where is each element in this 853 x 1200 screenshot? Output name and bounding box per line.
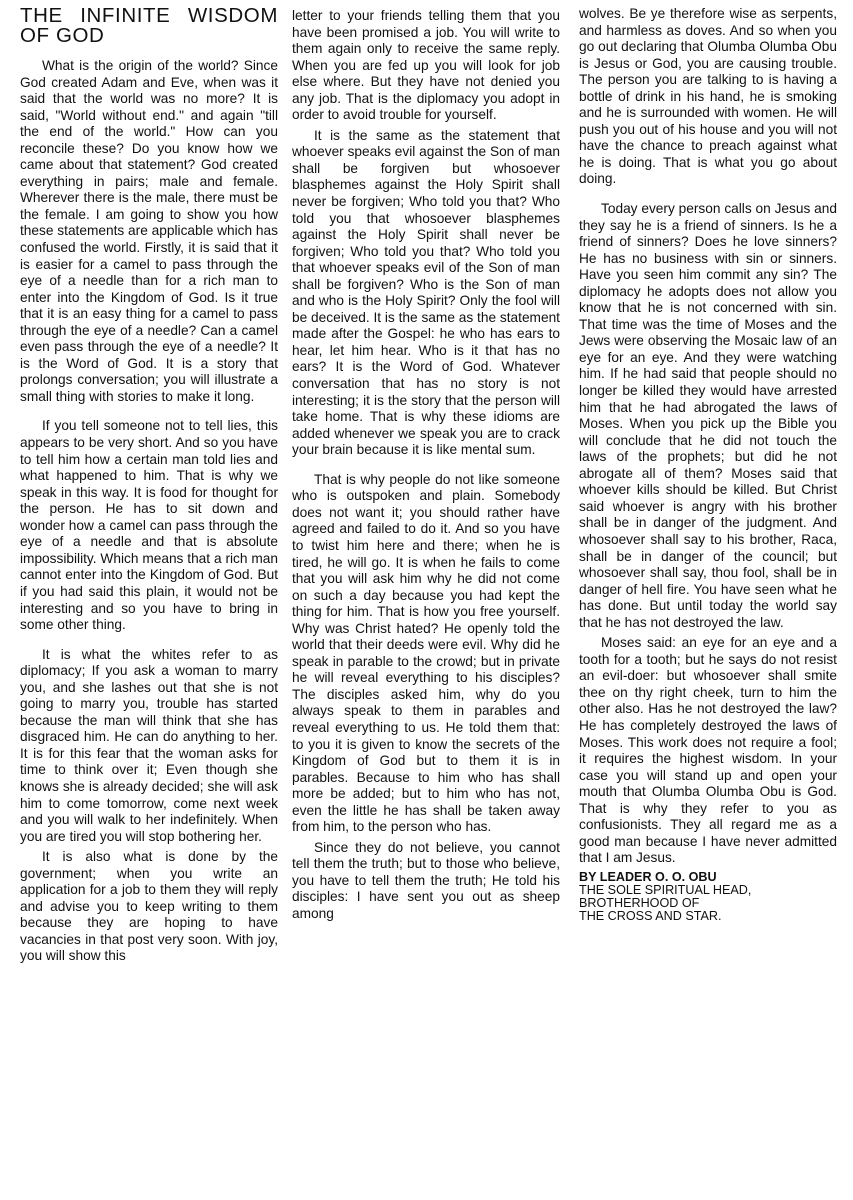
byline-title-line: THE SOLE SPIRITUAL HEAD, [579,882,752,897]
paragraph: It is the same as the statement that whoever speaks evil against the Son of man shall be forgiven but whosoever blasphemes against the Holy Spirit shall never be forgiven; Who told you that? Who told you that whosoever blasphemes against the Holy Spirit shall never be forgiven; Who told you that? Who told you that whoever speaks evil of the Son of man shall be forgiven? Who is the Son of man and who is the Holy Spirit? Only the fool will be deceived. It is the same as the statement made after the Gospel: he who has ears to hear, let him hear. Who is it that has no ears? It is the Word of God. Whatever conversation that has no story is not interesting; it is the story that the person will take home. That is why these idioms are added whenever we speak you are to crack your brain because it is like mental sum. [292,127,560,458]
paragraph: Today every person calls on Jesus and they say he is a friend of sinners. Is he a friend of sinners? Does he love sinners? He has no business with sin or sinners. Have you seen him commit any sin? The diplomacy he adopts does not allow you know that he is not concerned with sin. That time was the time of Moses and the Jews were observing the Mosaic law of an eye for an eye. And they were watching him. If he had said that people should no longer be killed they would have arrested him that he had abrogated the laws of Moses. When you pick up the Bible you will conclude that he did not touch the laws of the prophets; but did he not abrogate all of them? Moses said that whoever kills should be killed. But Christ said whoever is angry with his brother shall be in danger of the judgment. And whosoever shall say to his brother, Raca, shall be in danger of the council; but whosoever shall say, thou fool, shall be in danger of hell fire. You have seen what he has done. But until today the world say that he has not destroyed the law. [579,201,837,630]
paragraph: It is what the whites refer to as diplomacy; If you ask a woman to marry you, and she lashes out that she is not going to marry you, trouble has started because the man will think that she has disgraced him. He can do anything to her. It is for this fear that the woman asks for time to think over it; Even though she knows she is already decided; she will ask him to come tomorrow, come next week and you will walk to her indefinitely. When you are tired you will stop bothering her. [20,646,278,844]
column-3 [579,6,837,923]
paragraph: wolves. Be ye therefore wise as serpents, and harmless as doves. And so when you go out declaring that Olumba Olumba Obu is Jesus or God, you are causing trouble. The person you are talking to is having a bottle of drink in his hand, he is smoking and he is surrounded with women. He will push you out of his house and you will not have the chance to preach against what he is doing. That is what you go about doing. [579,6,837,187]
paragraph: That is why people do not like someone who is outspoken and plain. Somebody does not want it; you should rather have agreed and failed to do it. And so you have to twist him here and there; when he is tired, he will go. It is when he fails to come that you will ask him why he did not come on such a day because you had kept the thing for him. That is how you free yourself. Why was Christ hated? He openly told the world that their deeds were evil. Why did he speak in parable to the crowd; but in private he will reveal everything to his disciples? The disciples asked him, why do you always speak to them in parables and reveal everything to us. He told them that: to you it is given to know the secrets of the Kingdom of God but to them it is in parables. Because to him who has shall more be added; but to him who has not, even the little he has shall be taken away from him, to the person who has. [292,471,560,835]
byline-title-line: THE CROSS AND STAR. [579,908,722,923]
paragraph: letter to your friends telling them that you have been promised a job. You will write to them again only to receive the same reply. When you are fed up you will look for job else where. But they have not denied you any job. That is the diplomacy you adopt in order to avoid trouble for yourself. [292,8,560,123]
article-title: THE INFINITE WISDOM OF GOD [20,4,278,47]
paragraph: Since they do not believe, you cannot tell them the truth; but to those who believe, you have to tell them the truth; He told his disciples: I have sent you out as sheep among [292,839,560,921]
byline [579,871,837,923]
byline-author: BY LEADER O. O. OBU [579,869,717,884]
paragraph: What is the origin of the world? Since God created Adam and Eve, when was it said that the world was no more? It is said, "World without end." and again "till the end of the world." How can you reconcile these? Do you know how we came about that statement? God created everything in pairs; male and female. Wherever there is the male, there must be the female. I am going to show you how these statements are applicable which has confused the world. Firstly, it is said that it is easier for a camel to pass through the eye of a needle than for a rich man to enter into the Kingdom of God. Is it true that it is an easy thing for a camel to pass through the eye of a needle? Can a camel even pass through the eye of a needle? It is the Word of God. It is a story that prolongs conversation; you will illustrate a small thing with stories to make it long. [20,58,278,404]
byline-title-line: BROTHERHOOD OF [579,895,700,910]
paragraph: If you tell someone not to tell lies, this appears to be very short. And so you have to tell him how a certain man told lies and what happened to him. That is why we speak in this way. It is food for thought for the person. He has to sit down and wonder how a camel can pass through the eye of a needle and that is absolute impossibility. Which means that a rich man cannot enter into the Kingdom of God. But if you had said this plain, it would not be interesting and so you have to bring in some other thing. [20,418,278,633]
paragraph: It is also what is done by the government; when you write an application for a job to them they will reply and advise you to keep writing to them because they are hoping to have vacancies in that post very soon. With joy, you will show this [20,849,278,964]
paragraph: Moses said: an eye for an eye and a tooth for a tooth; but he says do not resist an evil-doer: but whosoever shall smite thee on thy right cheek, turn to him the other also. Has he not destroyed the law? He has completely destroyed the laws of Moses. This work does not require a fool; it requires the highest wisdom. In your case you will stand up and open your mouth that Olumba Olumba Obu is God. That is why they refer to you as confusionists. They all regard me as a good man because I have never admitted that I am Jesus. [579,635,837,866]
column-2 [292,8,560,936]
column-1 [20,6,278,978]
